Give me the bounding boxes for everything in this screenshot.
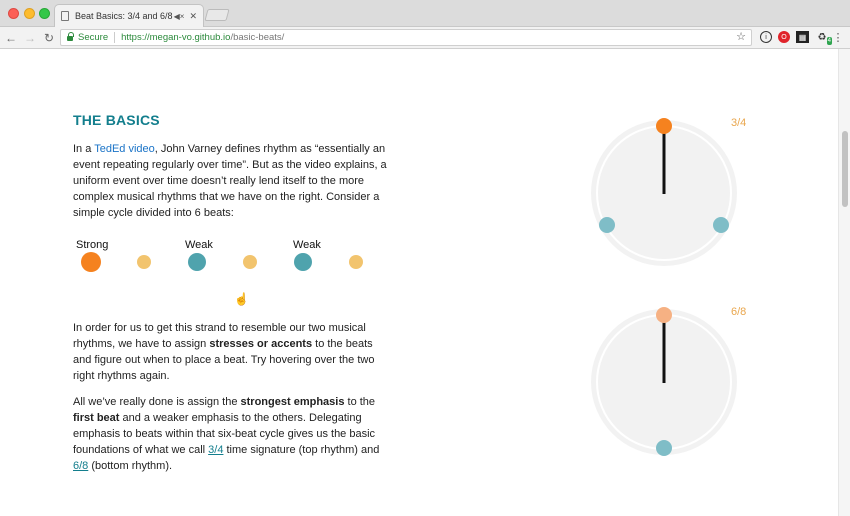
intro-paragraph: [73, 141, 393, 221]
intro-text-rest: , John Varney defines rhythm as “essentially an event repeating regularly over time”. But as the video explains, a uniform event over time doesn’t really lend itself to the more complex musical rhythms that we have on the right. Consider a simple cycle divided into 6 beats:: [73, 143, 387, 219]
hand-cursor-icon: ☝: [234, 292, 249, 306]
back-arrow-icon[interactable]: ←: [5, 31, 17, 45]
grid-extension-icon[interactable]: ▦: [796, 31, 809, 43]
zoom-window-button[interactable]: [39, 8, 50, 19]
forward-arrow-icon[interactable]: →: [24, 31, 36, 45]
rhythm-clock-6-8-svg: [588, 306, 740, 458]
accents-paragraph: [73, 320, 393, 384]
accents-bold: stresses or accents: [209, 338, 313, 350]
url-host: https://megan-vo.github.io: [121, 32, 231, 43]
beat-strand[interactable]: [73, 236, 383, 276]
link-6-8[interactable]: 6/8: [73, 460, 89, 472]
menu-kebab-icon[interactable]: ⋮: [832, 31, 844, 44]
accents-text-c: to the beats and figure out when to place a beat. Try hovering over the two right rhythms again.: [73, 338, 375, 382]
info-extension-icon[interactable]: i: [760, 31, 772, 43]
rhythm-clock-6-8[interactable]: [588, 306, 740, 458]
minimize-window-button[interactable]: [24, 8, 35, 19]
rhythm-clock-3-4[interactable]: [588, 117, 740, 269]
secure-label: Secure: [78, 32, 109, 43]
accents-text-a: In order for us to get this strand to resemble our two musical rhythms, we have to assign: [73, 322, 366, 350]
beat-dot-weak-2: [294, 253, 312, 271]
beat-dot-head: [656, 307, 672, 323]
rhythm-label-6-8: 6/8: [731, 306, 747, 318]
new-tab-button[interactable]: [204, 9, 229, 21]
lock-icon: [67, 36, 73, 41]
address-separator: [114, 32, 115, 43]
rhythm-clock-3-4-svg: [588, 117, 740, 269]
beat-dot-offbeat-3: [349, 255, 363, 269]
beat-label-weak-1: Weak: [185, 239, 213, 251]
rhythm-label-3-4: 3/4: [731, 117, 747, 129]
beat-dot-weak-1: [188, 253, 206, 271]
section-heading: THE BASICS: [73, 112, 160, 128]
emphasis-paragraph: [73, 394, 393, 474]
speaker-mute-icon[interactable]: ◀×: [173, 11, 185, 21]
intro-text: In a: [73, 143, 95, 155]
emphasis-text-g: (bottom rhythm).: [88, 460, 173, 472]
beat-dot-left: [599, 217, 615, 233]
tab-title: Beat Basics: 3/4 and 6/8: [75, 11, 173, 21]
beat-dot-offbeat-2: [243, 255, 257, 269]
link-3-4[interactable]: 3/4: [208, 444, 224, 456]
beat-label-weak-2: Weak: [293, 239, 321, 251]
beat-dot-head: [656, 118, 672, 134]
address-bar[interactable]: [60, 29, 752, 46]
emphasis-text-f: time signature (top rhythm) and: [223, 444, 380, 456]
scrollbar-thumb[interactable]: [842, 131, 848, 207]
basics-section: [73, 110, 393, 221]
beat-dot-strong: [81, 252, 101, 272]
page-scrollbar[interactable]: [838, 49, 850, 516]
browser-toolbar: [0, 27, 850, 49]
tab-close-icon[interactable]: ✕: [189, 10, 197, 21]
tab-bar: [0, 0, 850, 27]
extension-badge: 4: [827, 38, 831, 44]
browser-tab[interactable]: [54, 4, 204, 27]
opera-extension-icon[interactable]: O: [778, 31, 790, 43]
beat-label-strong: Strong: [76, 239, 109, 251]
bookmark-star-icon[interactable]: ☆: [736, 31, 746, 43]
tedEd-video-link[interactable]: TedEd video: [94, 143, 155, 155]
close-window-button[interactable]: [8, 8, 19, 19]
beat-dot-offbeat-1: [137, 255, 151, 269]
document-icon: [61, 11, 69, 21]
emphasis-bold-first-beat: first beat: [73, 412, 120, 424]
emphasis-text-a: All we’ve really done is assign the: [73, 396, 241, 408]
recycle-extension-icon[interactable]: ♻ 4: [817, 31, 831, 44]
emphasis-bold-strongest: strongest emphasis: [240, 396, 345, 408]
beat-dot-bottom: [656, 440, 672, 456]
accents-section: [73, 320, 393, 474]
emphasis-text-c: to the: [344, 396, 376, 408]
beat-dot-right: [713, 217, 729, 233]
reload-icon[interactable]: ↻: [43, 31, 55, 45]
url-path: /basic-beats/: [230, 32, 285, 43]
emphasis-text-e: and a weaker emphasis to the others. Delegating emphasis to beats within that six-beat cycle gives us the basic foundations of what we call: [73, 412, 376, 456]
